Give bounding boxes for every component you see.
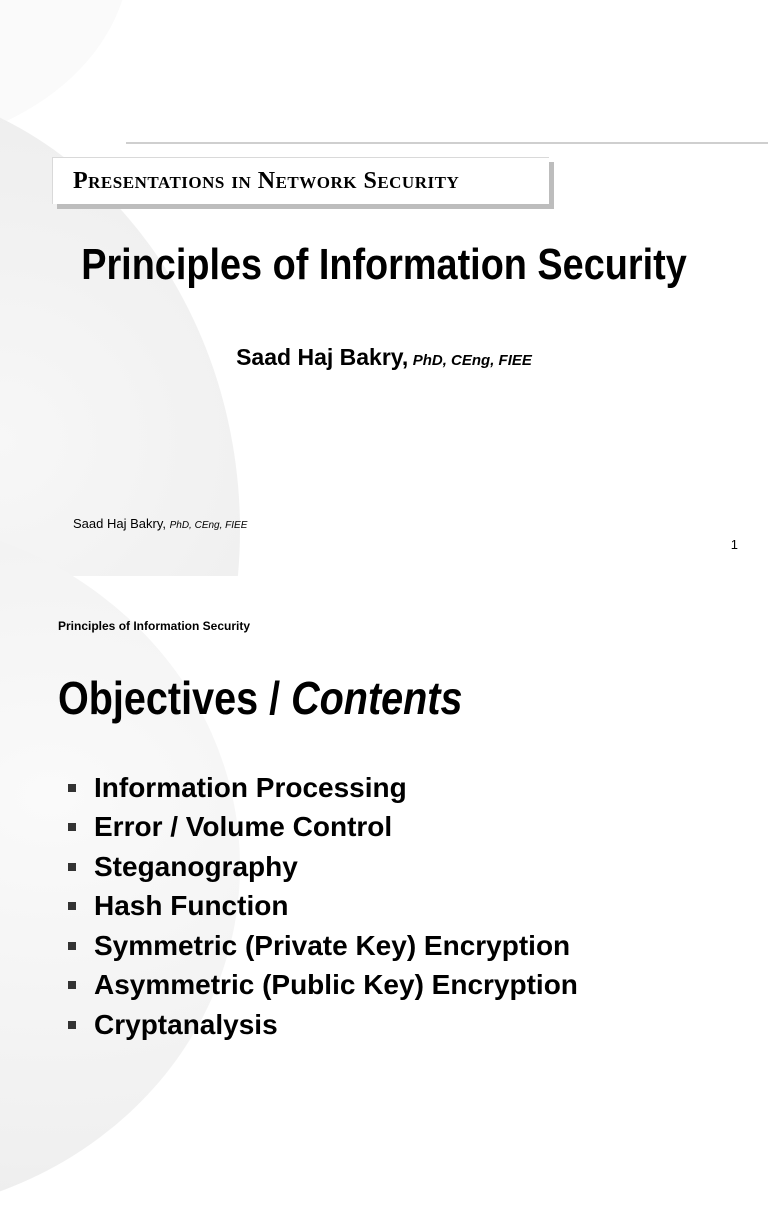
list-item xyxy=(68,926,578,966)
list-item-text: Symmetric (Private Key) Encryption xyxy=(94,929,571,961)
list-item-text: Steganography xyxy=(94,850,298,882)
list-item xyxy=(68,1005,578,1045)
list-item-text: Error / Volume Control xyxy=(94,811,393,843)
slide-title-main: Objectives / xyxy=(58,672,292,724)
square-bullet-icon xyxy=(68,863,76,871)
list-item-text: Information Processing xyxy=(94,771,407,803)
page-number: 1 xyxy=(730,537,738,552)
slide-title xyxy=(0,0,768,576)
list-item xyxy=(68,966,578,1006)
square-bullet-icon xyxy=(68,823,76,831)
footer-author xyxy=(73,516,247,531)
list-item-text: Asymmetric (Public Key) Encryption xyxy=(94,969,578,1001)
slide-header: Principles of Information Security xyxy=(58,619,251,633)
footer-author-credentials: PhD, CEng, FIEE xyxy=(169,520,248,531)
series-banner-text: Presentations in Network Security xyxy=(73,167,460,194)
list-item xyxy=(68,847,578,887)
author-name: Saad Haj Bakry, xyxy=(236,344,409,370)
square-bullet-icon xyxy=(68,981,76,989)
contents-list xyxy=(68,768,578,1045)
author-line xyxy=(0,344,768,371)
presentation-title: Principles of Information Security xyxy=(81,240,687,289)
list-item xyxy=(68,768,578,808)
slide-title xyxy=(58,671,462,725)
header-rule xyxy=(126,142,768,144)
square-bullet-icon xyxy=(68,784,76,792)
square-bullet-icon xyxy=(68,942,76,950)
list-item xyxy=(68,808,578,848)
list-item-text: Hash Function xyxy=(94,890,289,922)
footer-author-name: Saad Haj Bakry, xyxy=(73,516,166,531)
square-bullet-icon xyxy=(68,902,76,910)
slide-objectives xyxy=(0,576,768,1040)
series-banner xyxy=(52,157,549,204)
list-item-text: Cryptanalysis xyxy=(94,1008,278,1040)
slide-title-italic: Contents xyxy=(291,672,463,724)
list-item xyxy=(68,887,578,927)
square-bullet-icon xyxy=(68,1021,76,1029)
author-credentials: PhD, CEng, FIEE xyxy=(412,352,532,369)
